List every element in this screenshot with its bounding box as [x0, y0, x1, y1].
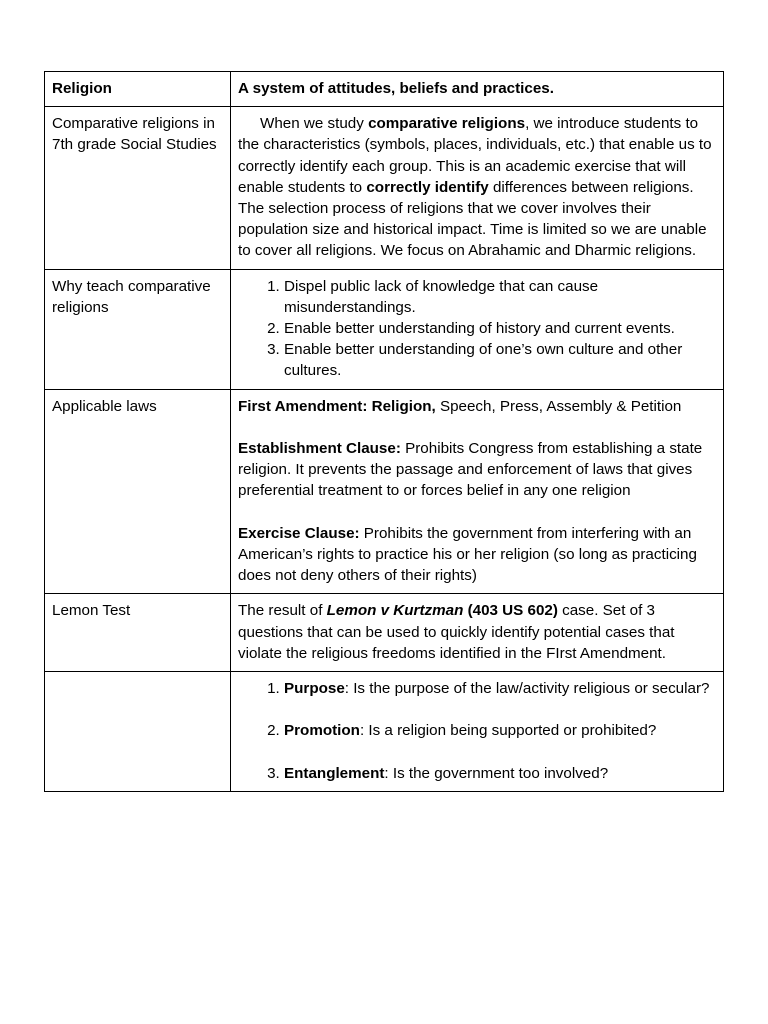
bold-term: Establishment Clause:	[238, 440, 401, 458]
table-row-laws	[45, 389, 724, 594]
question-term: Purpose	[284, 680, 345, 698]
bold-term: Exercise Clause:	[238, 524, 360, 542]
text-segment: case. Set of 3 questions that can be used to quickly identify potential cases that violate the religious freedoms identified in the FIrst Amendment.	[238, 602, 675, 662]
row-label: Why teach comparative religions	[45, 269, 231, 389]
text-segment: differences between religions. The selection process of religions that we cover involves their population size and historical impact. Time is limited so we are unable to cover all religions. We focus on Abrahamic and Dharmic religions.	[238, 178, 707, 260]
row-label: Comparative religions in 7th grade Social Studies	[45, 107, 231, 269]
text-segment: Prohibits the government from interfering with an American’s rights to practice his or her religion (so long as practicing does not deny others of their rights)	[238, 524, 697, 585]
row-label: Applicable laws	[45, 389, 231, 594]
header-definition: A system of attitudes, beliefs and practices.	[231, 72, 724, 107]
row-label	[45, 672, 231, 792]
religion-table	[44, 71, 724, 792]
row-content	[231, 269, 724, 389]
list-item: 2. Enable better understanding of history and current events.	[284, 318, 716, 339]
list-item	[284, 720, 716, 741]
case-name: Lemon v Kurtzman	[326, 602, 464, 620]
bold-term: comparative religions	[368, 115, 526, 133]
text-segment: Speech, Press, Assembly & Petition	[435, 397, 682, 415]
question-text: : Is the purpose of the law/activity religious or secular?	[344, 680, 710, 698]
table-row-why	[45, 269, 724, 389]
text-segment: Prohibits Congress from establishing a state religion. It prevents the passage and enforcement of laws that gives preferential treatment to or forces belief in any one religion	[238, 440, 703, 500]
text-segment: When we study	[260, 115, 369, 133]
row-content	[231, 594, 724, 672]
list-item: 1. Dispel public lack of knowledge that can cause misunderstandings.	[284, 276, 716, 318]
header-term: Religion	[45, 72, 231, 107]
table-row-lemon	[45, 594, 724, 672]
lemon-paragraph	[238, 600, 716, 664]
first-amendment-paragraph	[238, 396, 716, 417]
table-row-questions	[45, 672, 724, 792]
text-segment: The result of	[238, 602, 327, 620]
comparative-paragraph	[238, 113, 716, 261]
exercise-clause-paragraph	[238, 523, 716, 587]
case-citation: (403 US 602)	[463, 602, 558, 620]
row-label: Lemon Test	[45, 594, 231, 672]
question-term: Promotion	[284, 722, 360, 740]
bold-term: First Amendment: Religion,	[238, 397, 436, 415]
bold-term: correctly identify	[366, 178, 489, 196]
list-item: 3. Enable better understanding of one’s own culture and other cultures.	[284, 339, 716, 381]
list-item	[284, 678, 716, 699]
table-row-comparative	[45, 107, 724, 269]
text-segment: , we introduce students to the characteristics (symbols, places, individuals, etc.) that enable us to correctly identify each group. This is an academic exercise that will enable students to	[238, 115, 712, 196]
question-text: : Is a religion being supported or prohibited?	[359, 722, 657, 740]
list-item	[284, 763, 716, 784]
question-term: Entanglement	[284, 764, 385, 782]
questions-list	[238, 678, 716, 784]
establishment-clause-paragraph	[238, 438, 716, 502]
row-content	[231, 672, 724, 792]
question-text: : Is the government too involved?	[384, 764, 609, 782]
reasons-list	[238, 276, 716, 382]
header-row	[45, 72, 724, 107]
row-content	[231, 107, 724, 269]
row-content	[231, 389, 724, 594]
